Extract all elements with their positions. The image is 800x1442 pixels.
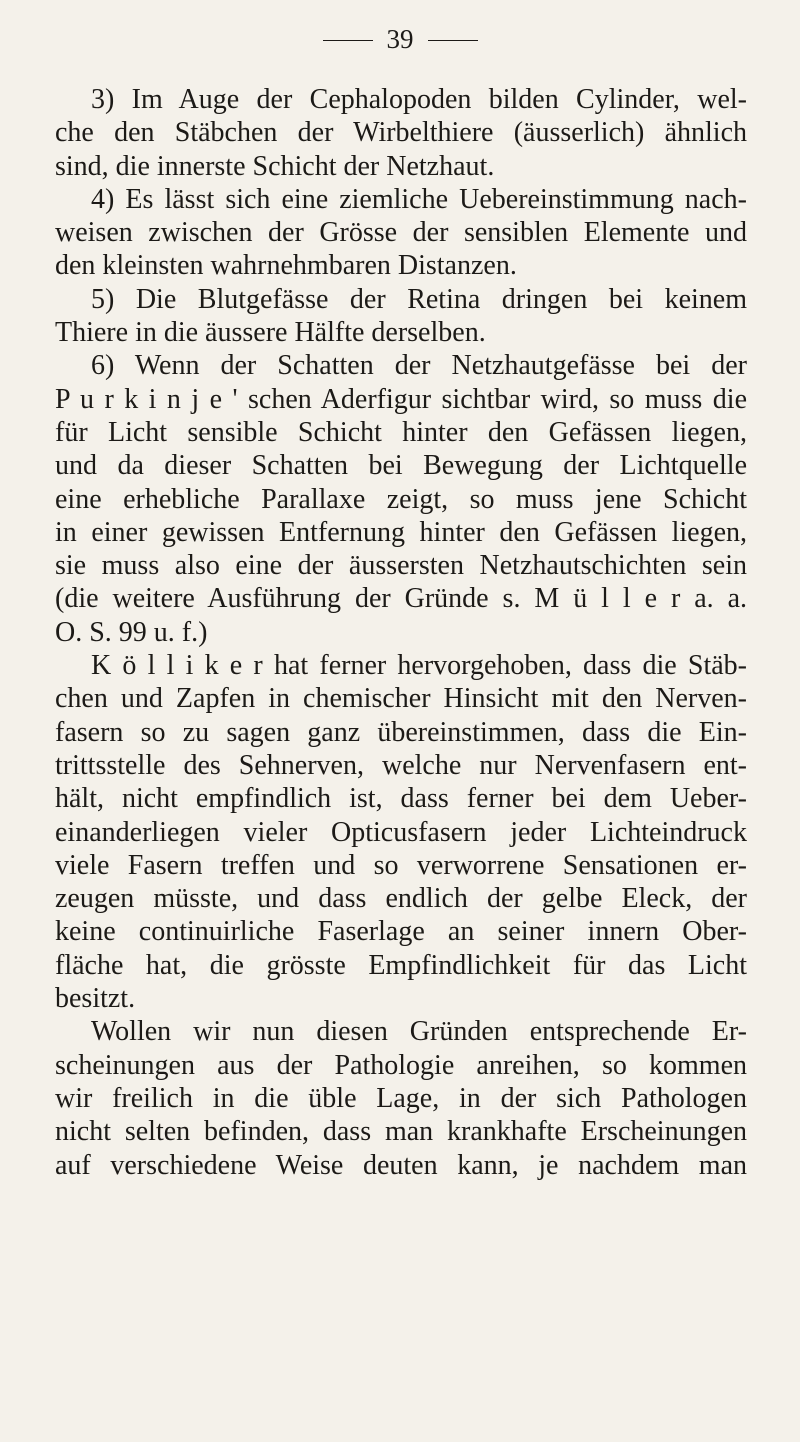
text-line: in einer gewissen Entfernung hinter den Gefässen liegen,: [55, 516, 747, 548]
text-line: eine erhebliche Parallaxe zeigt, so muss jene Schicht: [55, 483, 747, 515]
text-line: keine continuirliche Faserlage an seiner innern Ober-: [55, 916, 747, 948]
text-line: hält, nicht empfindlich ist, dass ferner bei dem Ueber-: [55, 783, 747, 815]
text-line: P u r k i n j e ' schen Aderfigur sichtbar wird, so muss die: [55, 383, 747, 415]
text-line: auf verschiedene Weise deuten kann, je nachdem man: [55, 1149, 747, 1181]
text-line: einanderliegen vieler Opticusfasern jeder Lichteindruck: [55, 816, 747, 848]
text-line: (die weitere Ausführung der Gründe s. M ü l l e r a. a.: [55, 583, 747, 615]
text-line: sind, die innerste Schicht der Netzhaut.: [55, 150, 495, 182]
page-number: 39: [386, 24, 414, 54]
text-line: den kleinsten wahrnehmbaren Distanzen.: [55, 250, 517, 282]
text-line: Wollen wir nun diesen Gründen entsprechende Er-: [91, 1016, 747, 1048]
header-dash-right: [428, 40, 478, 41]
text-line: zeugen müsste, und dass endlich der gelbe Eleck, der: [55, 883, 747, 915]
text-line: für Licht sensible Schicht hinter den Gefässen liegen,: [55, 416, 747, 448]
header-dash-left: [323, 40, 373, 41]
text-line: scheinungen aus der Pathologie anreihen, so kommen: [55, 1049, 747, 1081]
text-line: chen und Zapfen in chemischer Hinsicht mit den Nerven-: [55, 683, 747, 715]
text-line: 3) Im Auge der Cephalopoden bilden Cylinder, wel-: [91, 84, 747, 115]
text-line: sie muss also eine der äussersten Netzhautschichten sein: [55, 550, 747, 582]
page-header: [0, 22, 800, 56]
text-line: wir freilich in die üble Lage, in der sich Pathologen: [55, 1082, 747, 1114]
text-line: K ö l l i k e r hat ferner hervorgehoben, dass die Stäb-: [91, 650, 747, 682]
text-line: viele Fasern treffen und so verworrene Sensationen er-: [55, 849, 747, 881]
text-line: Thiere in die äussere Hälfte derselben.: [55, 317, 486, 349]
text-line: che den Stäbchen der Wirbelthiere (äusserlich) ähnlich: [55, 117, 747, 149]
text-line: weisen zwischen der Grösse der sensiblen Elemente und: [55, 217, 747, 249]
text-line: 4) Es lässt sich eine ziemliche Uebereinstimmung nach-: [91, 183, 747, 215]
text-line: 5) Die Blutgefässe der Retina dringen bei keinem: [91, 283, 747, 315]
text-line: trittsstelle des Sehnerven, welche nur Nervenfasern ent-: [55, 749, 747, 781]
text-line: fläche hat, die grösste Empfindlichkeit für das Licht: [55, 949, 747, 981]
text-line: O. S. 99 u. f.): [55, 616, 208, 648]
text-line: besitzt.: [55, 983, 136, 1015]
body-text: [55, 83, 747, 1182]
text-line: nicht selten befinden, dass man krankhafte Erscheinungen: [55, 1116, 747, 1148]
text-line: fasern so zu sagen ganz übereinstimmen, dass die Ein-: [55, 716, 747, 748]
text-line: 6) Wenn der Schatten der Netzhautgefässe bei der: [91, 350, 747, 382]
text-line: und da dieser Schatten bei Bewegung der Lichtquelle: [55, 450, 747, 482]
